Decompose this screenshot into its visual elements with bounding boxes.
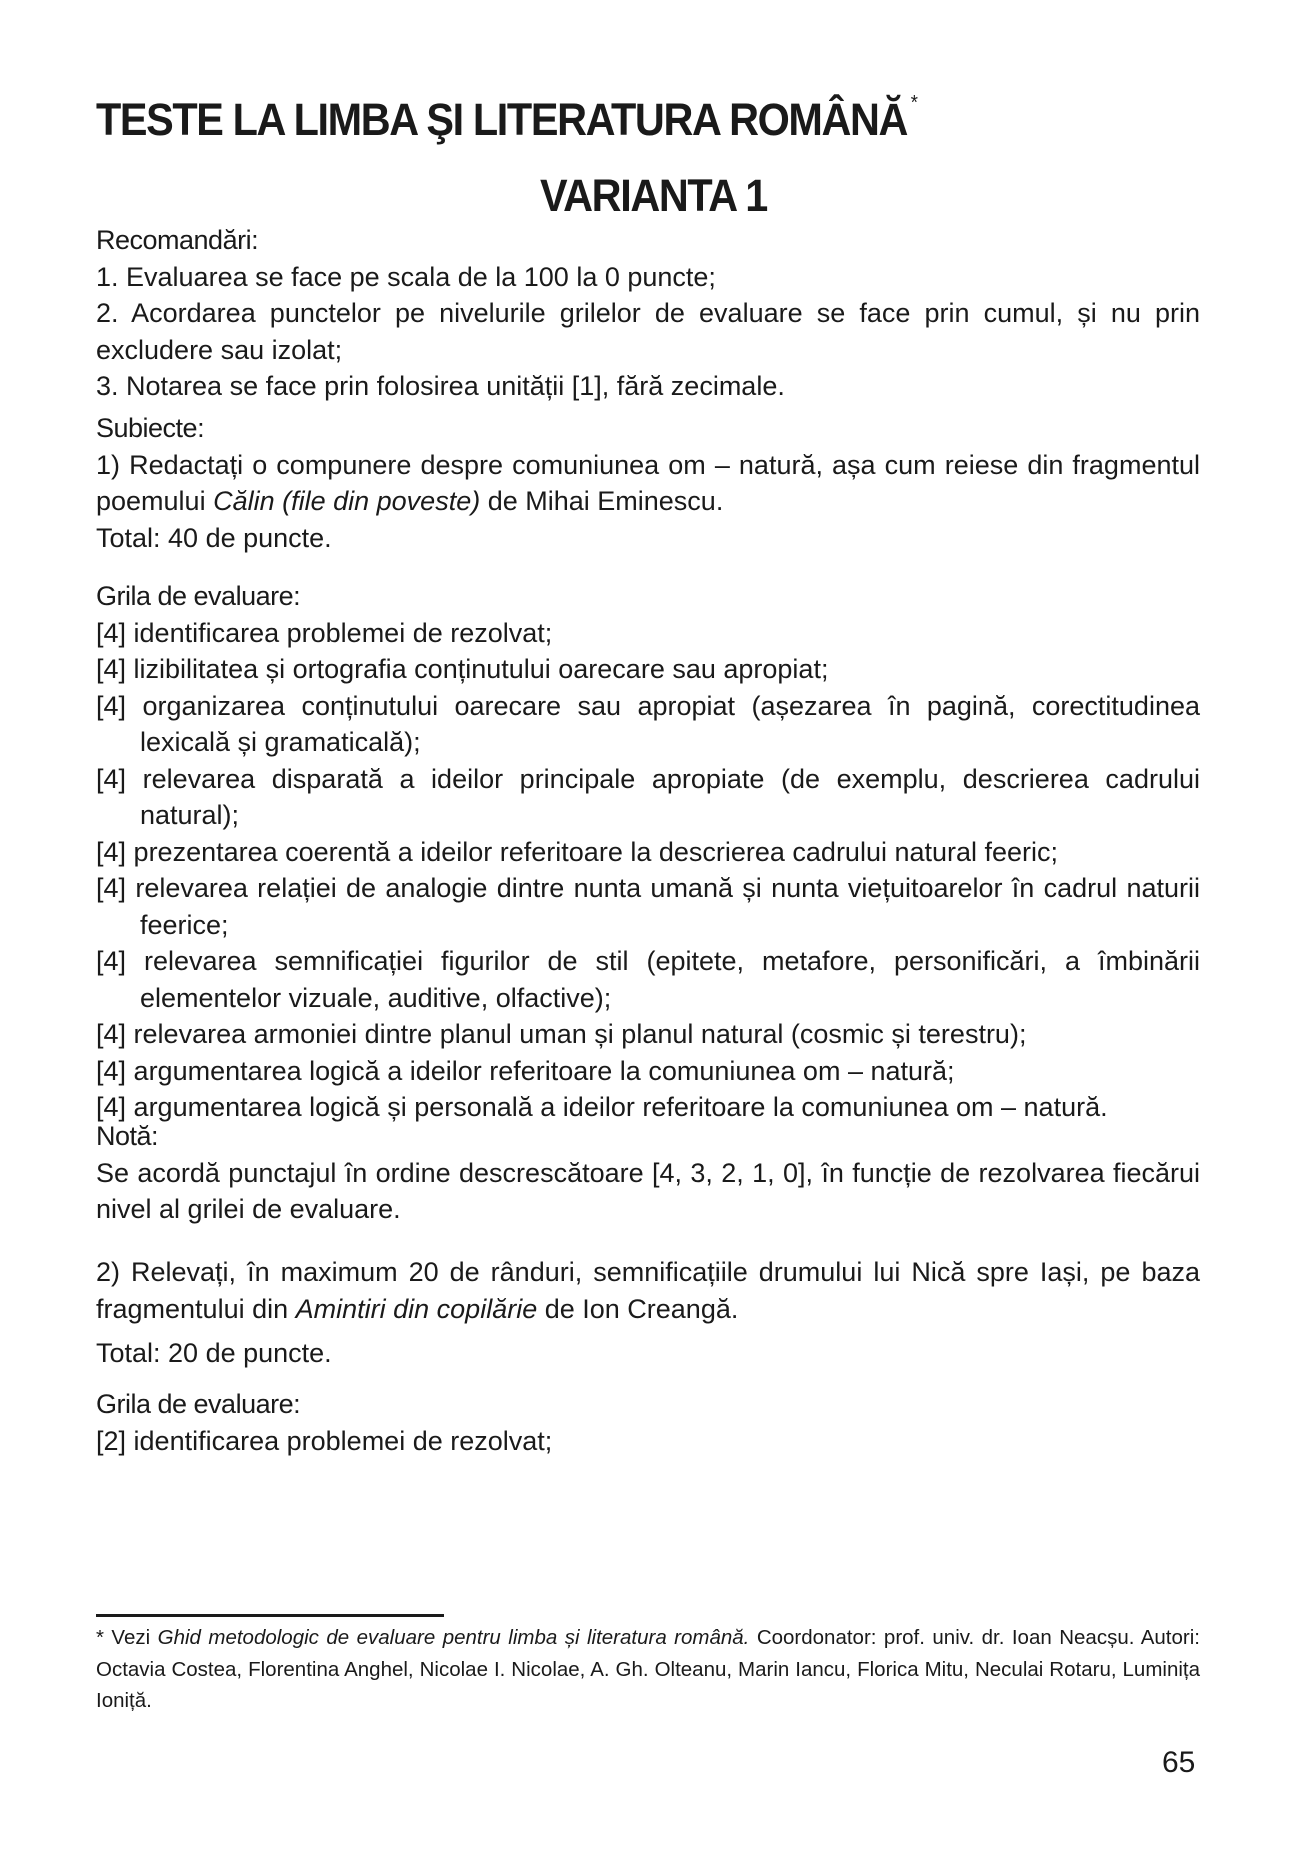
grid-item: [4] organizarea conținutului oarecare sau apropiat (așezarea în pagină, corectitudinea lexicală și gramaticală); — [96, 690, 1200, 757]
grid-item: [4] argumentarea logică și personală a ideilor referitoare la comuniunea om – natură. — [96, 1092, 1108, 1122]
recommendations-section — [96, 222, 1200, 405]
grid-item: [4] relevarea disparată a ideilor principale apropiate (de exemplu, descrierea cadrului natural); — [96, 763, 1200, 830]
grid-item: [2] identificarea problemei de rezolvat; — [96, 1425, 553, 1456]
recommendation-item: 1. Evaluarea se face pe scala de la 100 la 0 puncte; — [96, 261, 716, 292]
evaluation-grid-2 — [96, 1386, 1200, 1459]
recommendation-item: 3. Notarea se face prin folosirea unității [1], fără zecimale. — [96, 371, 785, 401]
footnote-work: Ghid metodologic de evaluare pentru limba și literatura română. — [157, 1626, 750, 1649]
grid-1-heading: Grila de evaluare: — [96, 581, 301, 611]
evaluation-grid-1 — [96, 578, 1200, 1126]
grid-item: [4] relevarea armoniei dintre planul uman și planul natural (cosmic și terestru); — [96, 1019, 1027, 1049]
footnote-marker: * — [910, 92, 917, 114]
subject-1-total: Total: 40 de puncte. — [96, 522, 332, 553]
subjects-section — [96, 410, 1200, 556]
grid-item: [4] prezentarea coerentă a ideilor referitoare la descrierea cadrului natural feeric; — [96, 836, 1059, 867]
footnote: * Vezi Ghid metodologic de evaluare pentru limba și literatura română. Coordonator: prof. univ. dr. Ioan Neacșu. Autori: Octavia Costea, Florentina Anghel, Nicolae I. Nicolae, A. Gh. Olteanu, Marin Iancu, Florica Mitu, Neculai Rotaru, Luminița Ioniță. — [96, 1626, 1200, 1712]
note-heading: Notă: — [96, 1121, 159, 1151]
recommendation-item: 2. Acordarea punctelor pe nivelurile grilelor de evaluare se face prin cumul, și nu prin excludere sau izolat; — [96, 298, 1200, 365]
grid-item: [4] lizibilitatea și ortografia conținutului oarecare sau apropiat; — [96, 654, 829, 684]
page-number: 65 — [1162, 1746, 1196, 1779]
grid-2-heading: Grila de evaluare: — [96, 1389, 301, 1419]
subject-2-text: 2) Relevați, în maximum 20 de rânduri, semnificațiile drumului lui Nică spre Iași, pe baza fragmentului din Amintiri din copilărie de Ion Creangă. — [96, 1257, 1200, 1324]
recommendations-heading: Recomandări: — [96, 225, 259, 255]
subject-1-work: Călin (file din poveste) — [213, 486, 481, 516]
grid-item: [4] relevarea relației de analogie dintre nunta umană și nunta viețuitoarelor în cadrul naturii feerice; — [96, 873, 1200, 940]
note-section — [96, 1118, 1200, 1228]
subject-1-text: 1) Redactați o compunere despre comuniunea om – natură, așa cum reiese din fragmentul poemului Călin (file din poveste) de Mihai Eminescu. — [96, 449, 1200, 516]
footnote-divider — [96, 1614, 444, 1617]
variant-title: VARIANTA 1 — [540, 170, 767, 221]
grid-item: [4] argumentarea logică a ideilor referitoare la comuniunea om – natură; — [96, 1055, 955, 1086]
subject-2-work: Amintiri din copilărie — [295, 1293, 538, 1324]
subject-2-section — [96, 1254, 1200, 1372]
grid-item: [4] identificarea problemei de rezolvat; — [96, 617, 553, 648]
page-title: TESTE LA LIMBA ŞI LITERATURA ROMÂNĂ * — [96, 92, 917, 145]
grid-item: [4] relevarea semnificației figurilor de stil (epitete, metafore, personificări, a îmbinării elementelor vizuale, auditive, olfactive); — [96, 946, 1200, 1013]
subjects-heading: Subiecte: — [96, 413, 205, 443]
note-text: Se acordă punctajul în ordine descrescătoare [4, 3, 2, 1, 0], în funcție de rezolvarea fiecărui nivel al grilei de evaluare. — [96, 1157, 1200, 1224]
subject-2-total: Total: 20 de puncte. — [96, 1338, 332, 1368]
